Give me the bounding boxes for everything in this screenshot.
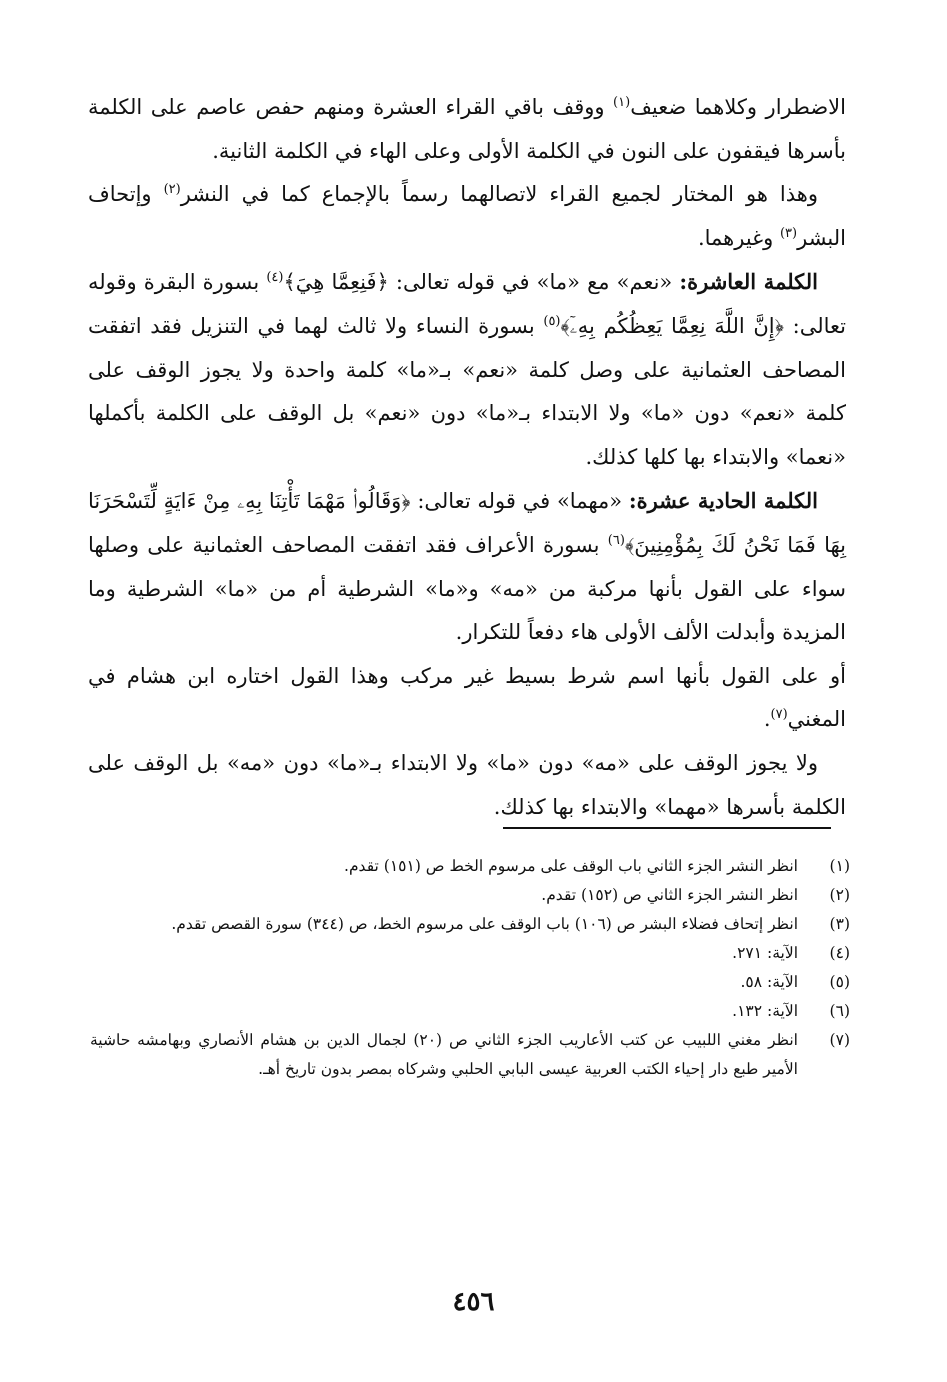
paragraph-text: بسورة البقرة وقوله تعالى: — [88, 270, 846, 338]
quran-verse: ﴿إِنَّ اللَّهَ نِعِمَّا يَعِظُكُم بِهِۦٓ﴾ — [560, 313, 784, 338]
paragraph-text: «مهما» في قوله تعالى: — [410, 489, 629, 514]
paragraph — [88, 86, 846, 173]
footnote-item — [90, 968, 850, 997]
footnote-text: الآية: ٢٧١. — [732, 944, 798, 962]
paragraph-text: . — [763, 707, 771, 732]
footnote-ref: (٦) — [607, 532, 625, 548]
section-heading: الكلمة العاشرة: — [679, 269, 818, 295]
footnote-number: (٢) — [829, 886, 850, 904]
footnote-item — [90, 910, 850, 939]
footnotes-list — [90, 852, 850, 1084]
footnote-number: (٤) — [829, 944, 850, 962]
footnote-ref: (٢) — [163, 182, 181, 198]
page-number: ٤٥٦ — [452, 1287, 495, 1317]
footnote-text: انظر إتحاف فضلاء البشر ص (١٠٦) باب الوقف على مرسوم الخط، ص (٣٤٤) سورة القصص تقدم. — [171, 915, 798, 933]
footnote-text: انظر مغني اللبيب عن كتب الأعاريب الجزء الثاني ص (٢٠) لجمال الدين بن هشام الأنصاري وبهامشه حاشية الأمير طبع دار إحياء الكتب العربية عيسى البابي الحلبي وشركاه بمصر بدون تاريخ أهـ. — [90, 1031, 798, 1078]
paragraph-text: وهذا هو المختار لجميع القراء لاتصالهما رسماً بالإجماع كما في النشر — [180, 182, 818, 207]
paragraph-text: ولا يجوز الوقف على «مه» دون «ما» ولا الابتداء بـ«ما» دون «مه» بل الوقف على الكلمة بأسرها «مهما» والابتداء بها كذلك. — [88, 750, 846, 819]
footnote-separator — [503, 827, 831, 829]
paragraph — [88, 173, 846, 260]
footnote-number: (٦) — [829, 1002, 850, 1020]
footnote-ref: (٣) — [779, 225, 798, 241]
footnote-number: (٧) — [829, 1031, 850, 1049]
footnote-number: (١) — [829, 857, 850, 875]
paragraph-text: وإتحاف البشر — [88, 182, 846, 250]
footnote-text: الآية: ٥٨. — [740, 973, 798, 991]
paragraph-text: «نعم» مع «ما» في قوله تعالى: — [388, 270, 680, 295]
paragraph — [88, 260, 846, 479]
footnote-number: (٥) — [829, 973, 850, 991]
footnote-item — [90, 881, 850, 910]
footnote-text: انظر النشر الجزء الثاني باب الوقف على مرسوم الخط ص (١٥١) تقدم. — [344, 857, 798, 875]
section-heading: الكلمة الحادية عشرة: — [628, 488, 819, 514]
quran-verse: ﴿فَنِعِمَّا هِيَ﴾ — [283, 270, 389, 295]
paragraph — [88, 655, 846, 742]
footnote-item — [90, 997, 850, 1026]
quran-verse: ﴿وَقَالُوا۟ مَهْمَا تَأْتِنَا بِهِۦ مِنْ ءَايَةٍ لِّتَسْحَرَنَا بِهَا فَمَا نَحْنُ لَكَ بِمُؤْمِنِينَ﴾ — [88, 489, 847, 557]
footnote-text: انظر النشر الجزء الثاني ص (١٥٢) تقدم. — [541, 886, 798, 904]
footnote-text: الآية: ١٣٢. — [732, 1002, 798, 1020]
footnote-ref: (٧) — [770, 707, 788, 723]
footnote-number: (٣) — [829, 915, 850, 933]
footnote-ref: (١) — [613, 95, 631, 110]
paragraph — [88, 742, 846, 829]
footnote-item — [90, 1026, 850, 1084]
footnote-item — [90, 939, 850, 968]
footnote-item — [90, 852, 850, 881]
paragraph-text: أو على القول بأنها اسم شرط بسيط غير مركب وهذا القول اختاره ابن هشام في المغني — [88, 663, 846, 732]
paragraph-text: بسورة الأعراف فقد اتفقت المصاحف العثمانية على وصلها سواء على القول بأنها مركبة من «مه» و«ما» الشرطية أم من «ما» الشرطية وما المزيدة وأبدلت الألف الأولى هاء دفعاً للتكرار. — [88, 532, 846, 645]
body-text — [88, 86, 846, 829]
paragraph-text: بسورة النساء ولا ثالث لهما في التنزيل فقد اتفقت المصاحف العثمانية على وصل كلمة «نعم» بـ«ما» كلمة واحدة ولا يجوز الوقف على كلمة «نعم» دون «ما» ولا الابتداء بـ«ما» دون «نعم» بل الوقف على الكلمة بأكملها «نعما» والابتداء بها كلها كذلك. — [88, 313, 846, 469]
paragraph — [88, 479, 846, 654]
footnote-ref: (٤) — [266, 270, 284, 286]
footnote-ref: (٥) — [543, 313, 561, 329]
paragraph-text: وغيرهما. — [697, 225, 780, 250]
paragraph-text: الاضطرار وكلاهما ضعيف — [630, 95, 846, 119]
paragraph-text: ووقف باقي القراء العشرة ومنهم حفص عاصم على الكلمة بأسرها فيقفون على النون في الكلمة الأولى وعلى الهاء في الكلمة الثانية. — [88, 95, 846, 163]
